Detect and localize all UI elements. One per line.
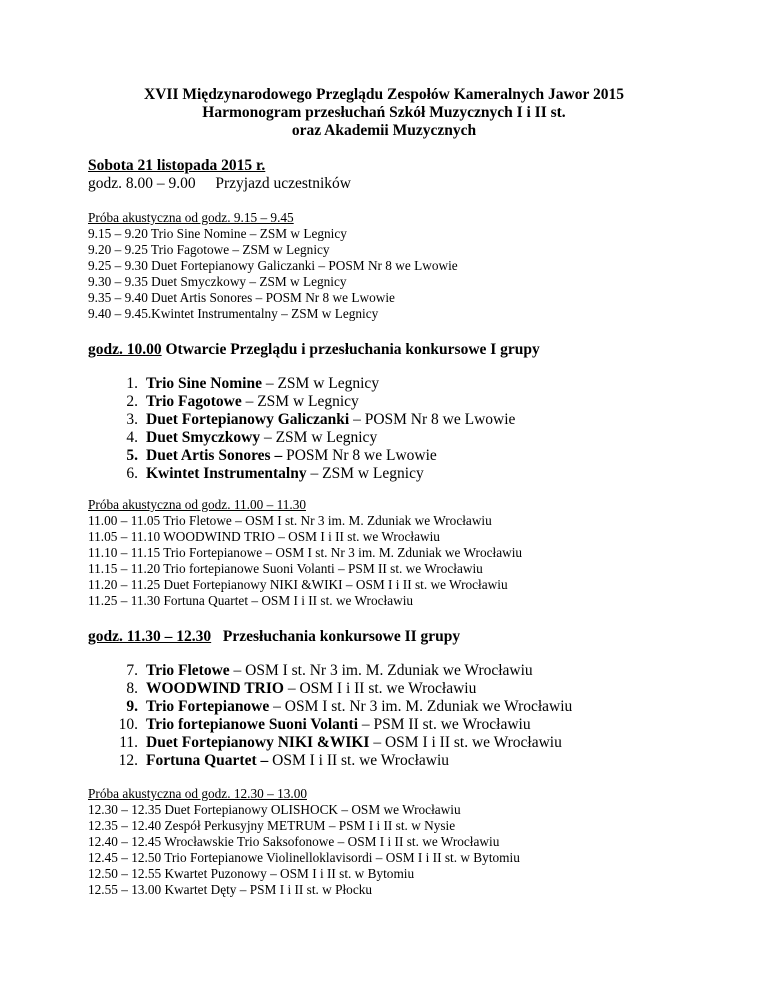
schedule-line: 12.45 – 12.50 Trio Fortepianowe Violinelloklavisordi – OSM I i II st. w Bytomiu bbox=[88, 850, 520, 865]
schedule-line: 11.05 – 11.10 WOODWIND TRIO – OSM I i II st. we Wrocławiu bbox=[88, 529, 440, 544]
ensemble-school: – PSM II st. we Wrocławiu bbox=[358, 716, 531, 733]
ensemble-name: Duet Smyczkowy bbox=[146, 429, 261, 446]
list-item-number: 12. bbox=[118, 752, 138, 769]
list-item bbox=[110, 662, 533, 680]
schedule-line: 12.50 – 12.55 Kwartet Puzonowy – OSM I i II st. w Bytomiu bbox=[88, 866, 415, 881]
ensemble-name: Trio Fagotowe bbox=[146, 393, 242, 410]
schedule-line: 9.30 – 9.35 Duet Smyczkowy – ZSM w Legnicy bbox=[88, 274, 347, 289]
ensemble-name: Trio fortepianowe Suoni Volanti bbox=[146, 716, 359, 733]
arrival-time: godz. 8.00 – 9.00 bbox=[88, 175, 196, 192]
ensemble-school: POSM Nr 8 we Lwowie bbox=[282, 447, 437, 464]
ensemble-school: – ZSM w Legnicy bbox=[260, 429, 378, 446]
ensemble-name: Trio Sine Nomine bbox=[146, 375, 262, 392]
list-item bbox=[110, 393, 359, 411]
schedule-line: 12.35 – 12.40 Zespół Perkusyjny METRUM – PSM I i II st. w Nysie bbox=[88, 818, 456, 833]
ensemble-school: – ZSM w Legnicy bbox=[261, 375, 380, 392]
schedule-line: 11.25 – 11.30 Fortuna Quartet – OSM I i II st. we Wrocławiu bbox=[88, 593, 414, 608]
header-line-1: XVII Międzynarodowego Przeglądu Zespołów Kameralnych Jawor 2015 bbox=[144, 86, 624, 103]
schedule-line: 11.15 – 11.20 Trio fortepianowe Suoni Volanti – PSM II st. we Wrocławiu bbox=[88, 561, 483, 576]
rehearsal-3-heading: Próba akustyczna od godz. 12.30 – 13.00 bbox=[88, 786, 307, 801]
list-item bbox=[110, 447, 437, 465]
list-item-number: 10. bbox=[118, 716, 138, 733]
list-item bbox=[110, 680, 476, 698]
list-item bbox=[110, 752, 449, 770]
schedule-line: 11.20 – 11.25 Duet Fortepianowy NIKI &WIKI – OSM I i II st. we Wrocławiu bbox=[88, 577, 508, 592]
schedule-line: 9.35 – 9.40 Duet Artis Sonores – POSM Nr 8 we Lwowie bbox=[88, 290, 395, 305]
ensemble-school: – POSM Nr 8 we Lwowie bbox=[349, 411, 516, 428]
group-2-heading bbox=[88, 628, 460, 646]
schedule-line: 11.10 – 11.15 Trio Fortepianowe – OSM I st. Nr 3 im. M. Zduniak we Wrocławiu bbox=[88, 545, 523, 560]
ensemble-name: Duet Fortepianowy Galiczanki bbox=[146, 411, 350, 428]
schedule-line: 11.00 – 11.05 Trio Fletowe – OSM I st. Nr 3 im. M. Zduniak we Wrocławiu bbox=[88, 513, 492, 528]
ensemble-school: – OSM I i II st. we Wrocławiu bbox=[283, 680, 477, 697]
ensemble-school: – ZSM w Legnicy bbox=[241, 393, 359, 410]
header-line-3: oraz Akademii Muzycznych bbox=[291, 122, 477, 139]
ensemble-school: – ZSM w Legnicy bbox=[306, 465, 424, 482]
ensemble-school: – OSM I st. Nr 3 im. M. Zduniak we Wrocławiu bbox=[269, 698, 573, 715]
list-item-number: 11. bbox=[119, 734, 138, 751]
ensemble-name: Fortuna Quartet – bbox=[146, 752, 269, 769]
ensemble-school: – OSM I i II st. we Wrocławiu bbox=[369, 734, 562, 751]
schedule-line: 9.40 – 9.45.Kwintet Instrumentalny – ZSM w Legnicy bbox=[88, 306, 379, 321]
day-title: Sobota 21 listopada 2015 r. bbox=[88, 157, 266, 174]
list-item bbox=[110, 429, 377, 447]
ensemble-name: Trio Fortepianowe bbox=[146, 698, 270, 715]
schedule-line: 9.25 – 9.30 Duet Fortepianowy Galiczanki – POSM Nr 8 we Lwowie bbox=[88, 258, 458, 273]
list-item-number: 8. bbox=[126, 680, 138, 697]
group-1-time: godz. 10.00 bbox=[88, 341, 162, 358]
group-2-title: Przesłuchania konkursowe II grupy bbox=[222, 628, 461, 645]
group-1-title: Otwarcie Przeglądu i przesłuchania konkursowe I grupy bbox=[165, 341, 540, 358]
schedule-line: 12.40 – 12.45 Wrocławskie Trio Saksofonowe – OSM I i II st. we Wrocławiu bbox=[88, 834, 500, 849]
group-1-heading bbox=[88, 341, 540, 359]
list-item-number: 6. bbox=[126, 465, 138, 482]
ensemble-name: Duet Fortepianowy NIKI &WIKI bbox=[146, 734, 370, 751]
list-item bbox=[110, 465, 424, 483]
ensemble-name: Trio Fletowe bbox=[146, 662, 230, 679]
list-item-number: 2. bbox=[126, 393, 138, 410]
arrival-line bbox=[88, 175, 351, 193]
schedule-line: 9.15 – 9.20 Trio Sine Nomine – ZSM w Legnicy bbox=[88, 226, 347, 241]
list-item bbox=[110, 411, 515, 429]
ensemble-name: Kwintet Instrumentalny bbox=[146, 465, 307, 482]
ensemble-name: WOODWIND TRIO bbox=[146, 680, 284, 697]
schedule-line: 9.20 – 9.25 Trio Fagotowe – ZSM w Legnicy bbox=[88, 242, 330, 257]
list-item-number: 4. bbox=[126, 429, 138, 446]
arrival-text: Przyjazd uczestników bbox=[215, 175, 351, 192]
schedule-line: 12.30 – 12.35 Duet Fortepianowy OLISHOCK – OSM we Wrocławiu bbox=[88, 802, 461, 817]
list-item bbox=[110, 698, 572, 716]
list-item-number: 1. bbox=[126, 375, 138, 392]
group-2-time: godz. 11.30 – 12.30 bbox=[88, 628, 212, 645]
header-line-2: Harmonogram przesłuchań Szkół Muzycznych I i II st. bbox=[202, 104, 566, 121]
ensemble-school: – OSM I st. Nr 3 im. M. Zduniak we Wrocławiu bbox=[229, 662, 533, 679]
list-item-number: 9. bbox=[126, 698, 138, 715]
list-item bbox=[110, 716, 531, 734]
list-item-number: 3. bbox=[126, 411, 138, 428]
rehearsal-1-heading: Próba akustyczna od godz. 9.15 – 9.45 bbox=[88, 210, 294, 225]
rehearsal-2-heading: Próba akustyczna od godz. 11.00 – 11.30 bbox=[88, 497, 307, 512]
list-item bbox=[110, 734, 562, 752]
list-item-number: 5. bbox=[126, 447, 138, 464]
ensemble-school: OSM I i II st. we Wrocławiu bbox=[268, 752, 450, 769]
list-item bbox=[110, 375, 379, 393]
schedule-line: 12.55 – 13.00 Kwartet Dęty – PSM I i II st. w Płocku bbox=[88, 882, 373, 897]
ensemble-name: Duet Artis Sonores – bbox=[146, 447, 283, 464]
list-item-number: 7. bbox=[126, 662, 138, 679]
